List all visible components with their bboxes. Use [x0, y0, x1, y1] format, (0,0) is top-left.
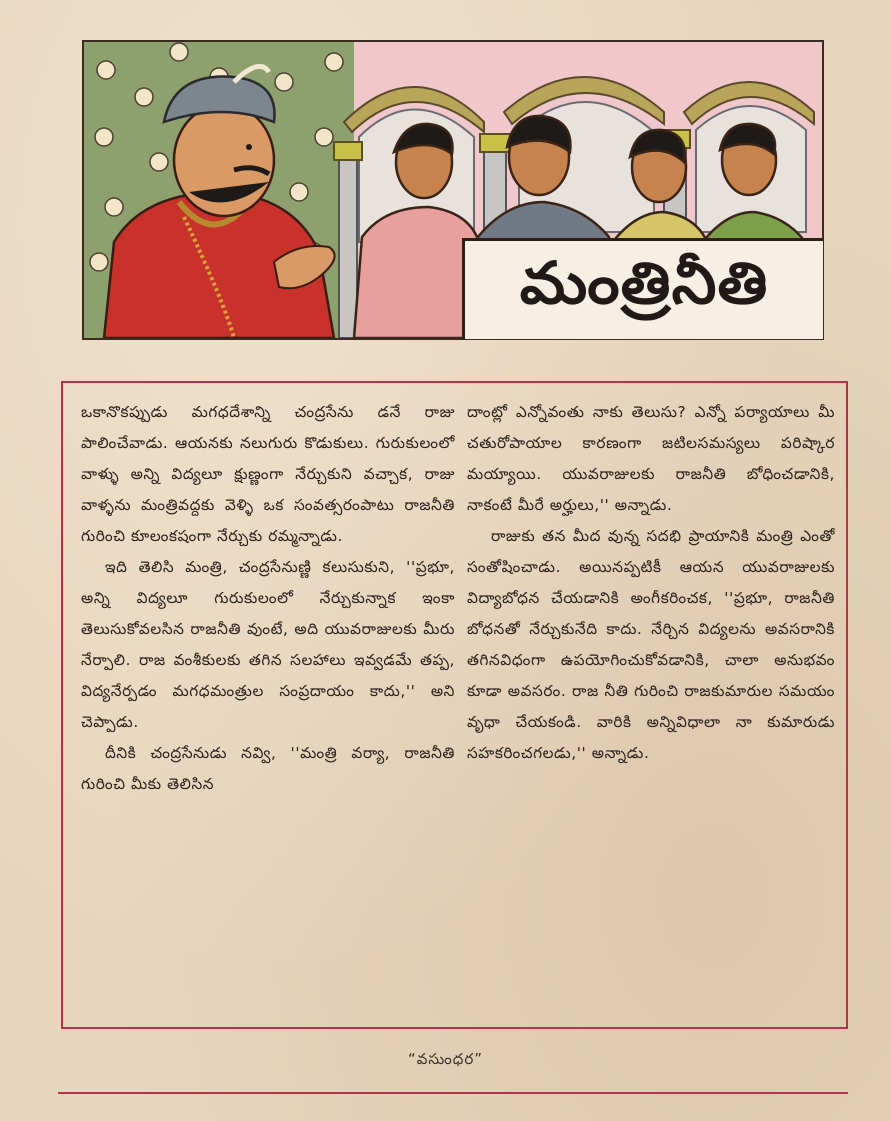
paragraph: ఒకానొకప్పుడు మగధదేశాన్ని చంద్రసేను డనే రాజు పాలించేవాడు. ఆయనకు నలుగురు కొడుకులు. గురుకులంలో వాళ్ళు అన్ని విద్యలూ క్షుణ్ణంగా నేర్చుకుని వచ్చాక, రాజు వాళ్ళను మంత్రివద్దకు వెళ్ళి ఒక సంవత్సరంపాటు రాజనీతి గురించి కూలంకషంగా నేర్చుకు రమ్మన్నాడు. [81, 403, 455, 545]
right-column [467, 397, 835, 769]
story-text-frame [61, 381, 848, 1029]
paragraph: ఇది తెలిసి మంత్రి, చంద్రసేనుణ్ణి కలుసుకుని, ''ప్రభూ, అన్ని విద్యలూ గురుకులంలో నేర్చుకున్నాక ఇంకా తెలుసుకోవలసిన రాజనీతి వుంటే, అది యువరాజులకు మీరు నేర్పాలి. రాజ వంశీకులకు తగిన సలహాలు ఇవ్వడమే తప్ప, విద్యనేర్పడం మగధమంత్రుల సంప్రదాయం కాదు,'' అని చెప్పాడు. [81, 558, 455, 731]
left-column [81, 397, 455, 800]
title-box [462, 238, 823, 339]
bottom-divider [58, 1092, 848, 1094]
author-credit: “వసుంధర” [407, 1050, 484, 1068]
paragraph: దాంట్లో ఎన్నోవంతు నాకు తెలుసు? ఎన్నో పర్యాయాలు మీ చతురోపాయాల కారణంగా జటిలసమస్యలు పరిష్కార మయ్యాయి. యువరాజులకు రాజనీతి బోధించడానికి, నాకంటే మీరే అర్హులు,'' అన్నాడు. [467, 403, 835, 514]
paragraph: దీనికి చంద్రసేనుడు నవ్వి, ''మంత్రి వర్యా, రాజనీతి గురించి మీకు తెలిసిన [81, 744, 455, 793]
story-title: మంత్రినీతి [519, 248, 769, 317]
paragraph: రాజుకు తన మీద వున్న సదభి ప్రాయానికి మంత్రి ఎంతో సంతోషించాడు. అయినప్పటికీ ఆయన యువరాజులకు విద్యాబోధన చేయడానికి అంగీకరించక, ''ప్రభూ, రాజనీతి బోధనతో నేర్చుకునేది కాదు. నేర్చిన విద్యలను అవసరానికి తగినవిధంగా ఉపయోగించుకోవడానికి, చాలా అనుభవం కూడా అవసరం. రాజ నీతి గురించి రాజకుమారుల సమయం వృధా చేయకండి. వారికి అన్నివిధాలా నా కుమారుడు సహకరించగలడు,'' అన్నాడు. [467, 527, 835, 762]
